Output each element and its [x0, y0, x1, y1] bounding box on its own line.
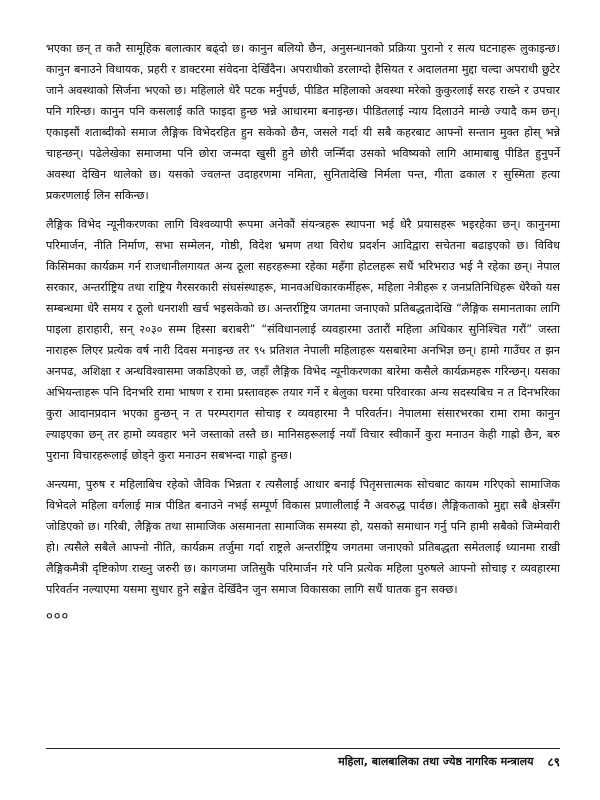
article-body: [46, 38, 560, 626]
paragraph-3: अन्त्यमा, पुरुष र महिलाबिच रहेको जैविक भिन्नता र त्यसैलाई आधार बनाई पितृसत्तात्मक सोचबाट कायम गरिएको सामाजिक विभेदले महिला वर्गलाई मात्र पीडित बनाउने नभई सम्पूर्ण विकास प्रणालीलाई नै अवरुद्ध पार्दछ। लैङ्गिकताको मुद्दा सबै क्षेत्रसँग जोडिएको छ। गरिबी, लैङ्गिक तथा सामाजिक असमानता सामाजिक समस्या हो, यसको समाधान गर्नु पनि हामी सबैको जिम्मेवारी हो। त्यसैले सबैले आफ्नो नीति, कार्यक्रम तर्जुमा गर्दा राष्ट्रले अन्तर्राष्ट्रिय जगतमा जनाएको प्रतिबद्धता समेतलाई ध्यानमा राखी लैङ्गिकमैत्री दृष्टिकोण राख्नु जरुरी छ। कागजमा जतिसुकै परिमार्जन गरे पनि प्रत्येक महिला पुरुषले आफ्नो सोचाइ र व्यवहारमा परिवर्तन नल्याएमा यसमा सुधार हुने सङ्केत देखिँदैन जुन समाज विकासका लागि सधैं घातक हुन सक्छ।: [46, 478, 560, 596]
end-ornament: ०००: [46, 609, 70, 624]
paragraph-2: लैङ्गिक विभेद न्यूनीकरणका लागि विश्वव्यापी रूपमा अनेकौं संयन्त्रहरू स्थापना भई धेरै प्रयासहरू भइरहेका छन्। कानुनमा परिमार्जन, नीति निर्माण, सभा सम्मेलन, गोष्ठी, विदेश भ्रमण तथा विरोध प्रदर्शन आदिद्वारा सचेतना बढाइएको छ। विविध किसिमका कार्यक्रम गर्न राजधानीलगायत अन्य ठूला सहरहरूमा रहेका महँगा होटलहरू सधैं भरिभराउ भई नै रहेका छन्। नेपाल सरकार, अन्तर्राष्ट्रिय तथा राष्ट्रिय गैरसरकारी संघसंस्थाहरू, मानवअधिकारकर्मीहरू, महिला नेत्रीहरू र जनप्रतिनिधिहरू धेरैको यस सम्बन्धमा धेरै समय र ठूलो धनराशी खर्च भइसकेको छ। अन्तर्राष्ट्रिय जगतमा जनाएको प्रतिबद्धतादेखि “लैङ्गिक समानताका लागि पाइला हाराहारी, सन् २०३० सम्म हिस्सा बराबरी” “संविधानलाई व्यवहारमा उतारौं महिला अधिकार सुनिश्चित गरौं” जस्ता नाराहरू लिएर प्रत्येक वर्ष नारी दिवस मनाइन्छ तर ९५ प्रतिशत नेपाली महिलाहरू यसबारेमा अनभिज्ञ छन्। हामो गाउँघर त झन अनपढ, अशिक्षा र अन्धविश्वासमा जकडिएको छ, जहाँ लैङ्गिक विभेद न्यूनीकरणका बारेमा कसैले कार्यक्रमहरू गरिन्छन्। यसका अभियन्ताहरू पनि दिनभरि रामा भाषण र रामा प्रस्तावहरू तयार गर्ने र बेलुका घरमा परिवारका अन्य सदस्यबिच न त दिनभरिका कुरा आदानप्रदान भएका हुन्छन् न त परम्परागत सोचाइ र व्यवहारमा नै परिवर्तन। नेपालमा संसारभरका रामा रामा कानुन ल्याइएका छन् तर हामो व्यवहार भने जस्ताको तस्तै छ। मानिसहरूलाई नयाँ विचार स्वीकार्ने कुरा मनाउन केही गाह्रो छैन, बरु पुराना विचारहरूलाई छोड्ने कुरा मनाउन सबभन्दा गाह्रो हुन्छ।: [46, 218, 560, 462]
page-footer: [46, 752, 560, 772]
footer-ministry-name: महिला, बालबालिका तथा ज्येष्ठ नागरिक मन्त्रालय: [338, 755, 534, 768]
footer-divider: [46, 748, 560, 749]
paragraph-1: भएका छन् त कतै सामूहिक बलात्कार बढ्दो छ। कानुन बलियो छैन, अनुसन्धानको प्रक्रिया पुरानो र सत्य घटनाहरू लुकाइन्छ। कानुन बनाउने विधायक, प्रहरी र डाक्टरमा संवेदना देखिँदैन। अपराधीको डरलाग्दो हैसियत र अदालतमा मुद्दा चल्दा अपराधी छुटेर जाने अवस्थाको सिर्जना भएको छ। महिलाले धेरै पटक मर्नुपर्छ, पीडित महिलाको अवस्था मरेको कुकुरलाई सरह राख्ने र उपचार पनि गरिन्छ। कानुन पनि कसलाई कति फाइदा हुन्छ भन्ने आधारमा बनाइन्छ। पीडितलाई न्याय दिलाउने मान्छे ज्यादै कम छन्। एकाइसौं शताब्दीको समाज लैङ्गिक विभेदरहित हुन सकेको छैन, जसले गर्दा यी सबै कहरबाट आफ्नो सन्तान मुक्त होस् भन्ने चाहन्छन्। पढेलेखेका समाजमा पनि छोरा जन्मदा खुसी हुने छोरी जन्मिँदा उसको भविष्यको लागि आमाबाबु पीडित हुनुपर्ने अवस्था देखिन थालेको छ। यसको ज्वलन्त उदाहरणमा नमिता, सुनितादेखि निर्मला पन्त, गीता ढकाल र सुस्मिता हत्या प्रकरणलाई लिन सकिन्छ।: [46, 42, 560, 202]
page-number: ८९: [547, 755, 560, 769]
